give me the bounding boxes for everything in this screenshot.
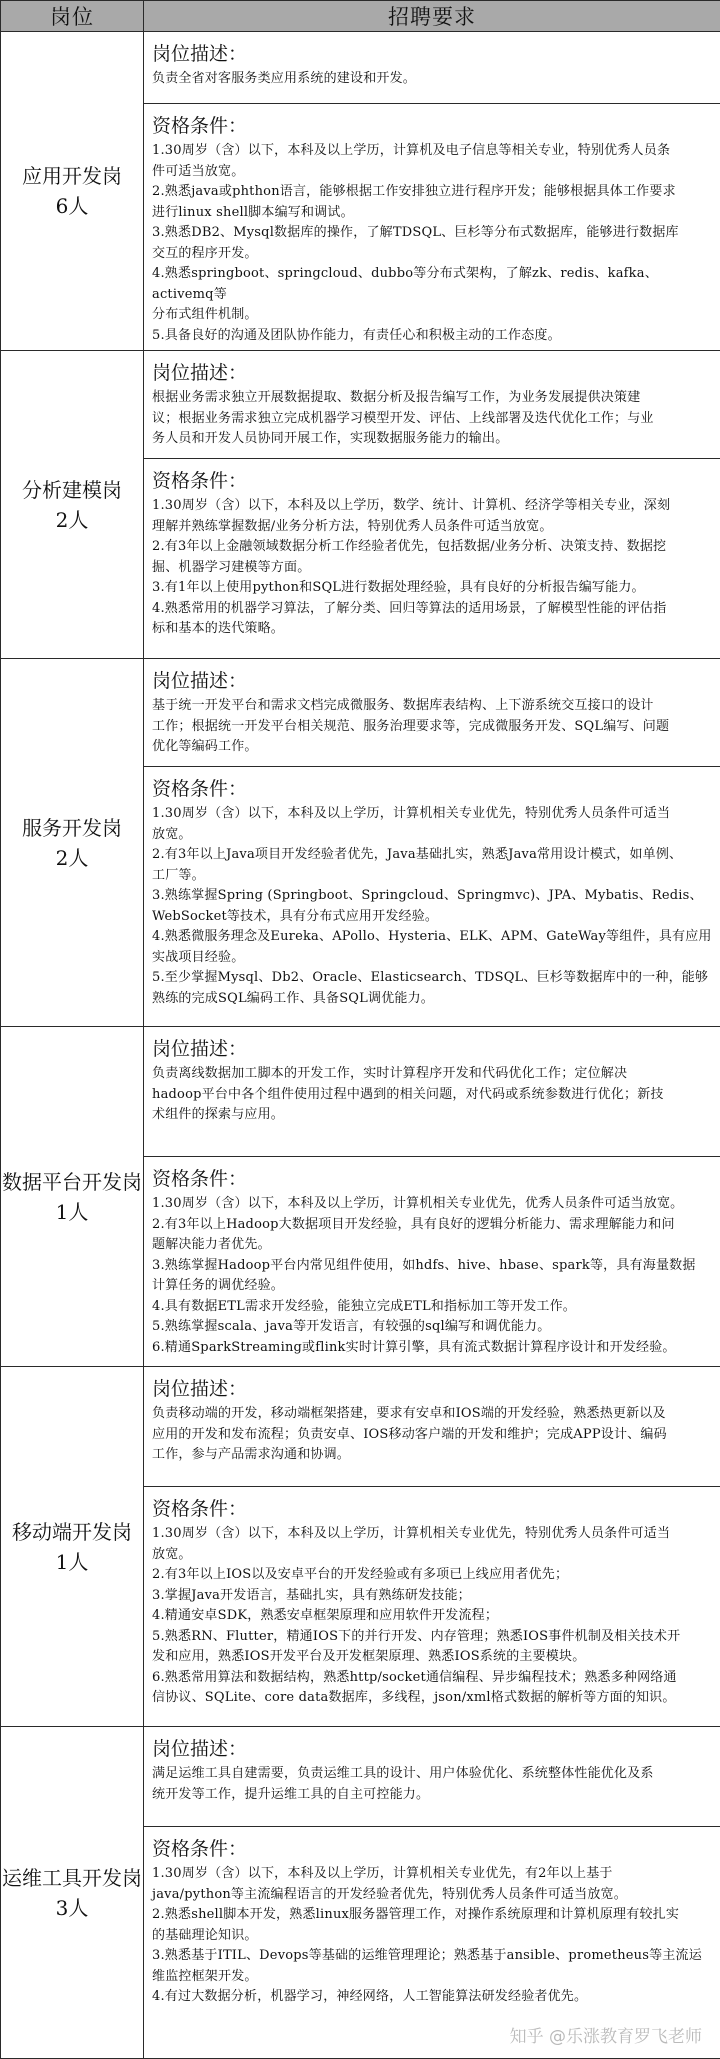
qual-line: 件可适当放宽。	[152, 162, 713, 183]
qual-label: 资格条件：	[152, 1837, 713, 1861]
job-description-cell	[144, 351, 720, 459]
qual-line: 1.30周岁（含）以下，本科及以上学历，计算机及电子信息等相关专业，特别优秀人员条	[152, 141, 713, 162]
qual-label: 资格条件：	[152, 469, 713, 493]
qual-line: 1.30周岁（含）以下，本科及以上学历，计算机相关专业优先，有2年以上基于	[152, 1864, 713, 1885]
qual-line: 进行linux shell脚本编写和调试。	[152, 203, 713, 224]
job-description-cell	[144, 659, 720, 767]
header-position: 岗位	[1, 1, 144, 32]
qual-line: 4.熟悉springboot、springcloud、dubbo等分布式架构，了解zk、redis、kafka、activemq等	[152, 264, 713, 305]
desc-line: 满足运维工具自建需要，负责运维工具的设计、用户体验优化、系统整体性能优化及系	[152, 1764, 713, 1785]
qual-line: 工厂等。	[152, 866, 713, 887]
job-headcount: 1人	[1, 1197, 143, 1227]
qual-line: 1.30周岁（含）以下，本科及以上学历，计算机相关专业优先，特别优秀人员条件可适当	[152, 804, 713, 825]
job-desc-row	[1, 1367, 720, 1487]
job-title: 服务开发岗	[1, 813, 143, 843]
job-description-cell	[144, 1727, 720, 1827]
qual-line: 2.熟悉shell脚本开发，熟悉linux服务器管理工作，对操作系统原理和计算机原理有较扎实	[152, 1905, 713, 1926]
desc-line: 负责全省对客服务类应用系统的建设和开发。	[152, 69, 713, 90]
qual-line: 维监控框架开发。	[152, 1967, 713, 1988]
job-description-cell	[144, 32, 720, 104]
desc-line: 负责移动端的开发，移动端框架搭建，要求有安卓和IOS端的开发经验，熟悉热更新以及	[152, 1404, 713, 1425]
qual-line: 1.30周岁（含）以下，本科及以上学历，计算机相关专业优先，优秀人员条件可适当放宽。	[152, 1194, 713, 1215]
desc-label: 岗位描述：	[152, 1377, 713, 1401]
job-qualification-cell	[144, 104, 720, 351]
job-headcount: 3人	[1, 1893, 143, 1923]
qual-label: 资格条件：	[152, 1167, 713, 1191]
job-title: 数据平台开发岗	[1, 1167, 143, 1197]
qual-line: 放宽。	[152, 825, 713, 846]
desc-label: 岗位描述：	[152, 669, 713, 693]
qual-line: 1.30周岁（含）以下，本科及以上学历，数学、统计、计算机、经济学等相关专业，深刻	[152, 496, 713, 517]
qual-line: java/python等主流编程语言的开发经验者优先，特别优秀人员条件可适当放宽。	[152, 1885, 713, 1906]
desc-label: 岗位描述：	[152, 42, 713, 66]
qual-line: 6.熟悉常用算法和数据结构，熟悉http/socket通信编程、异步编程技术；熟悉多种网络通	[152, 1668, 713, 1689]
qual-line: 标和基本的迭代策略。	[152, 619, 713, 640]
desc-label: 岗位描述：	[152, 361, 713, 385]
job-headcount: 6人	[1, 191, 143, 221]
desc-line: 工作，参与产品需求沟通和协调。	[152, 1445, 713, 1466]
qual-line: 4.具有数据ETL需求开发经验，能独立完成ETL和指标加工等开发工作。	[152, 1297, 713, 1318]
qual-line: 5.至少掌握Mysql、Db2、Oracle、Elasticsearch、TDSQL、巨杉等数据库中的一种，能够	[152, 968, 713, 989]
qual-line: 掘、机器学习建模等方面。	[152, 558, 713, 579]
job-desc-row	[1, 1027, 720, 1157]
qual-label: 资格条件：	[152, 777, 713, 801]
qual-line: 3.熟练掌握Hadoop平台内常见组件使用，如hdfs、hive、hbase、spark等，具有海量数据	[152, 1256, 713, 1277]
job-position-cell	[1, 32, 144, 351]
job-headcount: 1人	[1, 1547, 143, 1577]
desc-line: hadoop平台中各个组件使用过程中遇到的相关问题，对代码或系统参数进行优化；新技	[152, 1085, 713, 1106]
qual-line: 3.掌握Java开发语言，基础扎实，具有熟练研发技能；	[152, 1586, 713, 1607]
qual-label: 资格条件：	[152, 1497, 713, 1521]
qual-line: 5.具备良好的沟通及团队协作能力，有责任心和积极主动的工作态度。	[152, 326, 713, 347]
qual-line: 发和应用，熟悉IOS开发平台及开发框架原理、熟悉IOS系统的主要模块。	[152, 1647, 713, 1668]
job-position-cell	[1, 659, 144, 1027]
job-headcount: 2人	[1, 505, 143, 535]
qual-line: 2.熟悉java或phthon语言，能够根据工作安排独立进行程序开发；能够根据具体工作要求	[152, 182, 713, 203]
job-title: 运维工具开发岗	[1, 1863, 143, 1893]
qual-line: 3.熟悉基于ITIL、Devops等基础的运维管理理论；熟悉基于ansible、prometheus等主流运	[152, 1946, 713, 1967]
qual-line: 5.熟悉RN、Flutter，精通IOS下的并行开发、内存管理；熟悉IOS事件机制及相关技术开	[152, 1627, 713, 1648]
qual-line: 4.熟悉微服务理念及Eureka、APollo、Hysteria、ELK、APM、GateWay等组件，具有应用	[152, 927, 713, 948]
desc-label: 岗位描述：	[152, 1037, 713, 1061]
qual-line: 计算任务的调优经验。	[152, 1276, 713, 1297]
job-qualification-cell	[144, 1157, 720, 1367]
qual-line: 题解决能力者优先。	[152, 1235, 713, 1256]
desc-label: 岗位描述：	[152, 1737, 713, 1761]
qual-line: 的基础理论知识。	[152, 1926, 713, 1947]
qual-line: 3.熟悉DB2、Mysql数据库的操作，了解TDSQL、巨杉等分布式数据库，能够进行数据库	[152, 223, 713, 244]
qual-line: 2.有3年以上金融领域数据分析工作经验者优先，包括数据/业务分析、决策支持、数据挖	[152, 537, 713, 558]
job-desc-row	[1, 351, 720, 459]
desc-line: 应用的开发和发布流程；负责安卓、IOS移动客户端的开发和维护；完成APP设计、编码	[152, 1425, 713, 1446]
job-desc-row	[1, 659, 720, 767]
qual-line: 熟练的完成SQL编码工作、具备SQL调优能力。	[152, 989, 713, 1010]
job-position-cell	[1, 1727, 144, 2059]
qual-line: 6.精通SparkStreaming或flink实时计算引擎，具有流式数据计算程序设计和开发经验。	[152, 1338, 713, 1359]
qual-line: 2.有3年以上Hadoop大数据项目开发经验，具有良好的逻辑分析能力、需求理解能力和问	[152, 1215, 713, 1236]
qual-line: 2.有3年以上Java项目开发经验者优先，Java基础扎实，熟悉Java常用设计模式，如单例、	[152, 845, 713, 866]
job-title: 移动端开发岗	[1, 1517, 143, 1547]
qual-line: 理解并熟练掌握数据/业务分析方法，特别优秀人员条件可适当放宽。	[152, 517, 713, 538]
job-position-cell	[1, 1027, 144, 1367]
qual-line: 3.熟练掌握Spring (Springboot、Springcloud、Springmvc)、JPA、Mybatis、Redis、	[152, 886, 713, 907]
qual-line: 4.有过大数据分析，机器学习，神经网络，人工智能算法研发经验者优先。	[152, 1987, 713, 2008]
job-qualification-cell	[144, 767, 720, 1027]
job-desc-row	[1, 32, 720, 104]
job-title: 分析建模岗	[1, 475, 143, 505]
desc-line: 负责离线数据加工脚本的开发工作，实时计算程序开发和代码优化工作；定位解决	[152, 1064, 713, 1085]
qual-line: 1.30周岁（含）以下，本科及以上学历，计算机相关专业优先，特别优秀人员条件可适当	[152, 1524, 713, 1545]
qual-line: 4.熟悉常用的机器学习算法，了解分类、回归等算法的适用场景，了解模型性能的评估指	[152, 599, 713, 620]
qual-line: 5.熟练掌握scala、java等开发语言，有较强的sql编写和调优能力。	[152, 1317, 713, 1338]
qual-line: 放宽。	[152, 1545, 713, 1566]
qual-line: 信协议、SQLite、core data数据库，多线程，json/xml格式数据的解析等方面的知识。	[152, 1688, 713, 1709]
job-qualification-cell	[144, 1487, 720, 1727]
qual-line: 4.精通安卓SDK，熟悉安卓框架原理和应用软件开发流程；	[152, 1606, 713, 1627]
desc-line: 统开发等工作，提升运维工具的自主可控能力。	[152, 1785, 713, 1806]
job-desc-row	[1, 1727, 720, 1827]
qual-line: 交互的程序开发。	[152, 244, 713, 265]
qual-line: 分布式组件机制。	[152, 305, 713, 326]
header-requirements: 招聘要求	[144, 1, 720, 32]
desc-line: 术组件的探索与应用。	[152, 1105, 713, 1126]
qual-line: 2.有3年以上IOS以及安卓平台的开发经验或有多项已上线应用者优先；	[152, 1565, 713, 1586]
qual-line: WebSocket等技术，具有分布式应用开发经验。	[152, 907, 713, 928]
job-description-cell	[144, 1027, 720, 1157]
job-position-cell	[1, 1367, 144, 1727]
desc-line: 基于统一开发平台和需求文档完成微服务、数据库表结构、上下游系统交互接口的设计	[152, 696, 713, 717]
job-headcount: 2人	[1, 843, 143, 873]
table-header-row	[1, 1, 720, 32]
qual-label: 资格条件：	[152, 114, 713, 138]
job-qualification-cell	[144, 459, 720, 659]
desc-line: 优化等编码工作。	[152, 737, 713, 758]
job-position-cell	[1, 351, 144, 659]
qual-line: 实战项目经验。	[152, 948, 713, 969]
job-description-cell	[144, 1367, 720, 1487]
desc-line: 务人员和开发人员协同开展工作，实现数据服务能力的输出。	[152, 429, 713, 450]
desc-line: 议；根据业务需求独立完成机器学习模型开发、评估、上线部署及迭代优化工作；与业	[152, 409, 713, 430]
job-title: 应用开发岗	[1, 161, 143, 191]
qual-line: 3.有1年以上使用python和SQL进行数据处理经验，具有良好的分析报告编写能力。	[152, 578, 713, 599]
desc-line: 工作；根据统一开发平台相关规范、服务治理要求等，完成微服务开发、SQL编写、问题	[152, 717, 713, 738]
desc-line: 根据业务需求独立开展数据提取、数据分析及报告编写工作，为业务发展提供决策建	[152, 388, 713, 409]
watermark: 知乎 @乐涨教育罗飞老师	[510, 2022, 702, 2047]
